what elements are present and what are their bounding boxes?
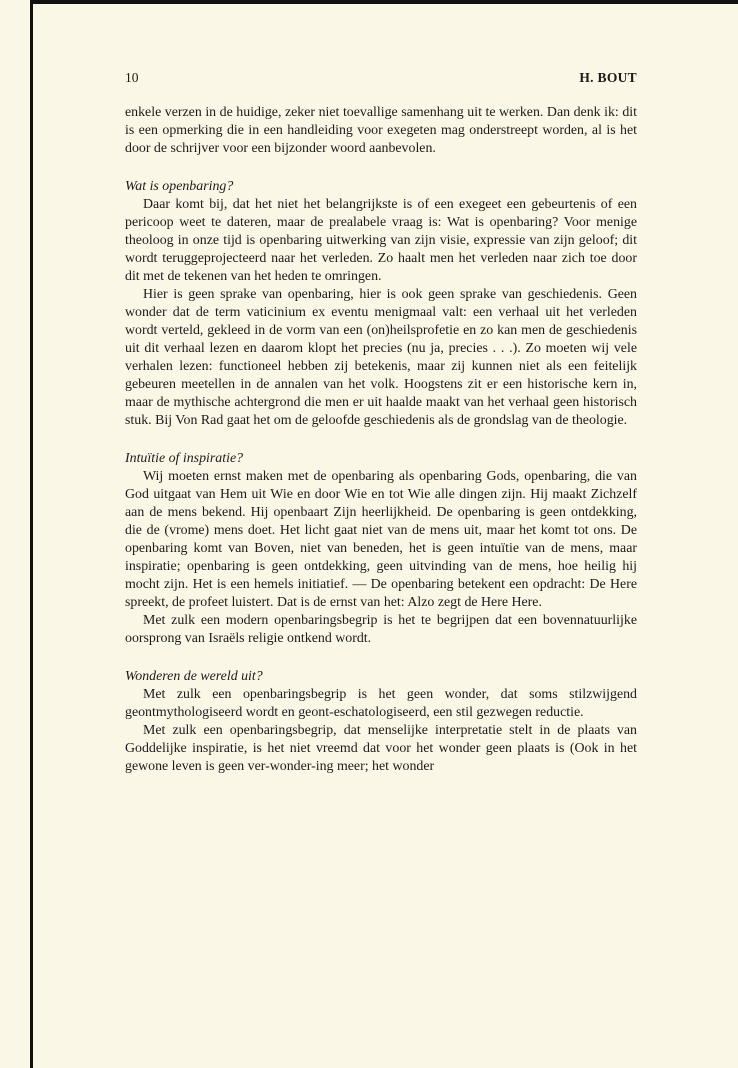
scan-edge-top [30,0,738,4]
scan-edge-left [30,0,33,1068]
section-heading-intuitie-of-inspiratie: Intuïtie of inspiratie? [125,451,244,466]
paragraph: Met zulk een openbaringsbegrip, dat menselijke interpretatie stelt in de plaats van Goddelijke inspiratie, is het niet vreemd dat voor het wonder geen plaats is (Ook in het gewone leven is geen ver-wonder-ing meer; het wonder [125,723,637,774]
paragraph: Met zulk een modern openbaringsbegrip is het te begrijpen dat een bovennatuurlijke oorsprong van Israëls religie ontkend wordt. [125,613,637,646]
section-heading-wat-is-openbaring: Wat is openbaring? [125,179,234,194]
paragraph: Hier is geen sprake van openbaring, hier is ook geen sprake van geschiedenis. Geen wonder dat de term vaticinium ex eventu menigmaal valt: een verhaal uit het verleden wordt verteld, gekleed in de vorm van een (on)heilsprofetie en zo kan men de geschiedenis uit dit verhaal lezen en daarom klopt het precies (nu ja, precies . . .). Zo moeten wij vele verhalen lezen: functioneel hebben zij betekenis, maar zij kunnen niet als een feitelijk gebeuren meetellen in de annalen van het volk. Hoogstens zit er een historische kern in, maar de mythische achtergrond die men er uit haalde maakt van het verhaal geen historisch stuk. Bij Von Rad gaat het om de geloofde geschiedenis als de grondslag van de theologie. [125,287,637,428]
paragraph: Met zulk een openbaringsbegrip is het geen wonder, dat soms stilzwijgend geontmythologiseerd wordt en geont-eschatologiseerd, een stil gezwegen reductie. [125,687,637,720]
running-head: H. BOUT [579,70,637,85]
paragraph-intro: enkele verzen in de huidige, zeker niet toevallige samenhang uit te werken. Dan denk ik: dit is een opmerking die in een handleiding voor exegeten mag onderstreept worden, al is het door de schrijver voor een bijzonder woord aanbevolen. [125,105,637,156]
page-number: 10 [125,70,139,85]
page-header [125,70,637,86]
page [125,70,637,776]
paragraph: Daar komt bij, dat het niet het belangrijkste is of een exegeet een gebeurtenis of een pericoop weet te dateren, maar de prealabele vraag is: Wat is openbaring? Voor menige theoloog in onze tijd is openbaring uitwerking van zijn visie, expressie van zijn geloof; dit wordt teruggeprojecteerd naar het verleden. Zo haalt men het verleden naar zich toe door dit met de tekenen van het heden te omringen. [125,197,637,284]
section-heading-wonderen-de-wereld-uit: Wonderen de wereld uit? [125,669,263,684]
paragraph: Wij moeten ernst maken met de openbaring als openbaring Gods, openbaring, die van God uitgaat van Hem uit Wie en door Wie en tot Wie alle dingen zijn. Hij maakt Zichzelf aan de mens bekend. Hij openbaart Zijn heerlijkheid. De openbaring is geen ontdekking, die de (vrome) mens doet. Het licht gaat niet van de mens uit, maar het komt tot ons. De openbaring komt van Boven, niet van beneden, het is geen intuïtie van de mens, maar inspiratie; openbaring is geen ontdekking, geen uitvinding van de mens, hoe heilig hij mocht zijn. Het is een hemels initiatief. — De openbaring betekent een opdracht: De Here spreekt, de profeet luistert. Dat is de ernst van het: Alzo zegt de Here Here. [125,469,637,610]
